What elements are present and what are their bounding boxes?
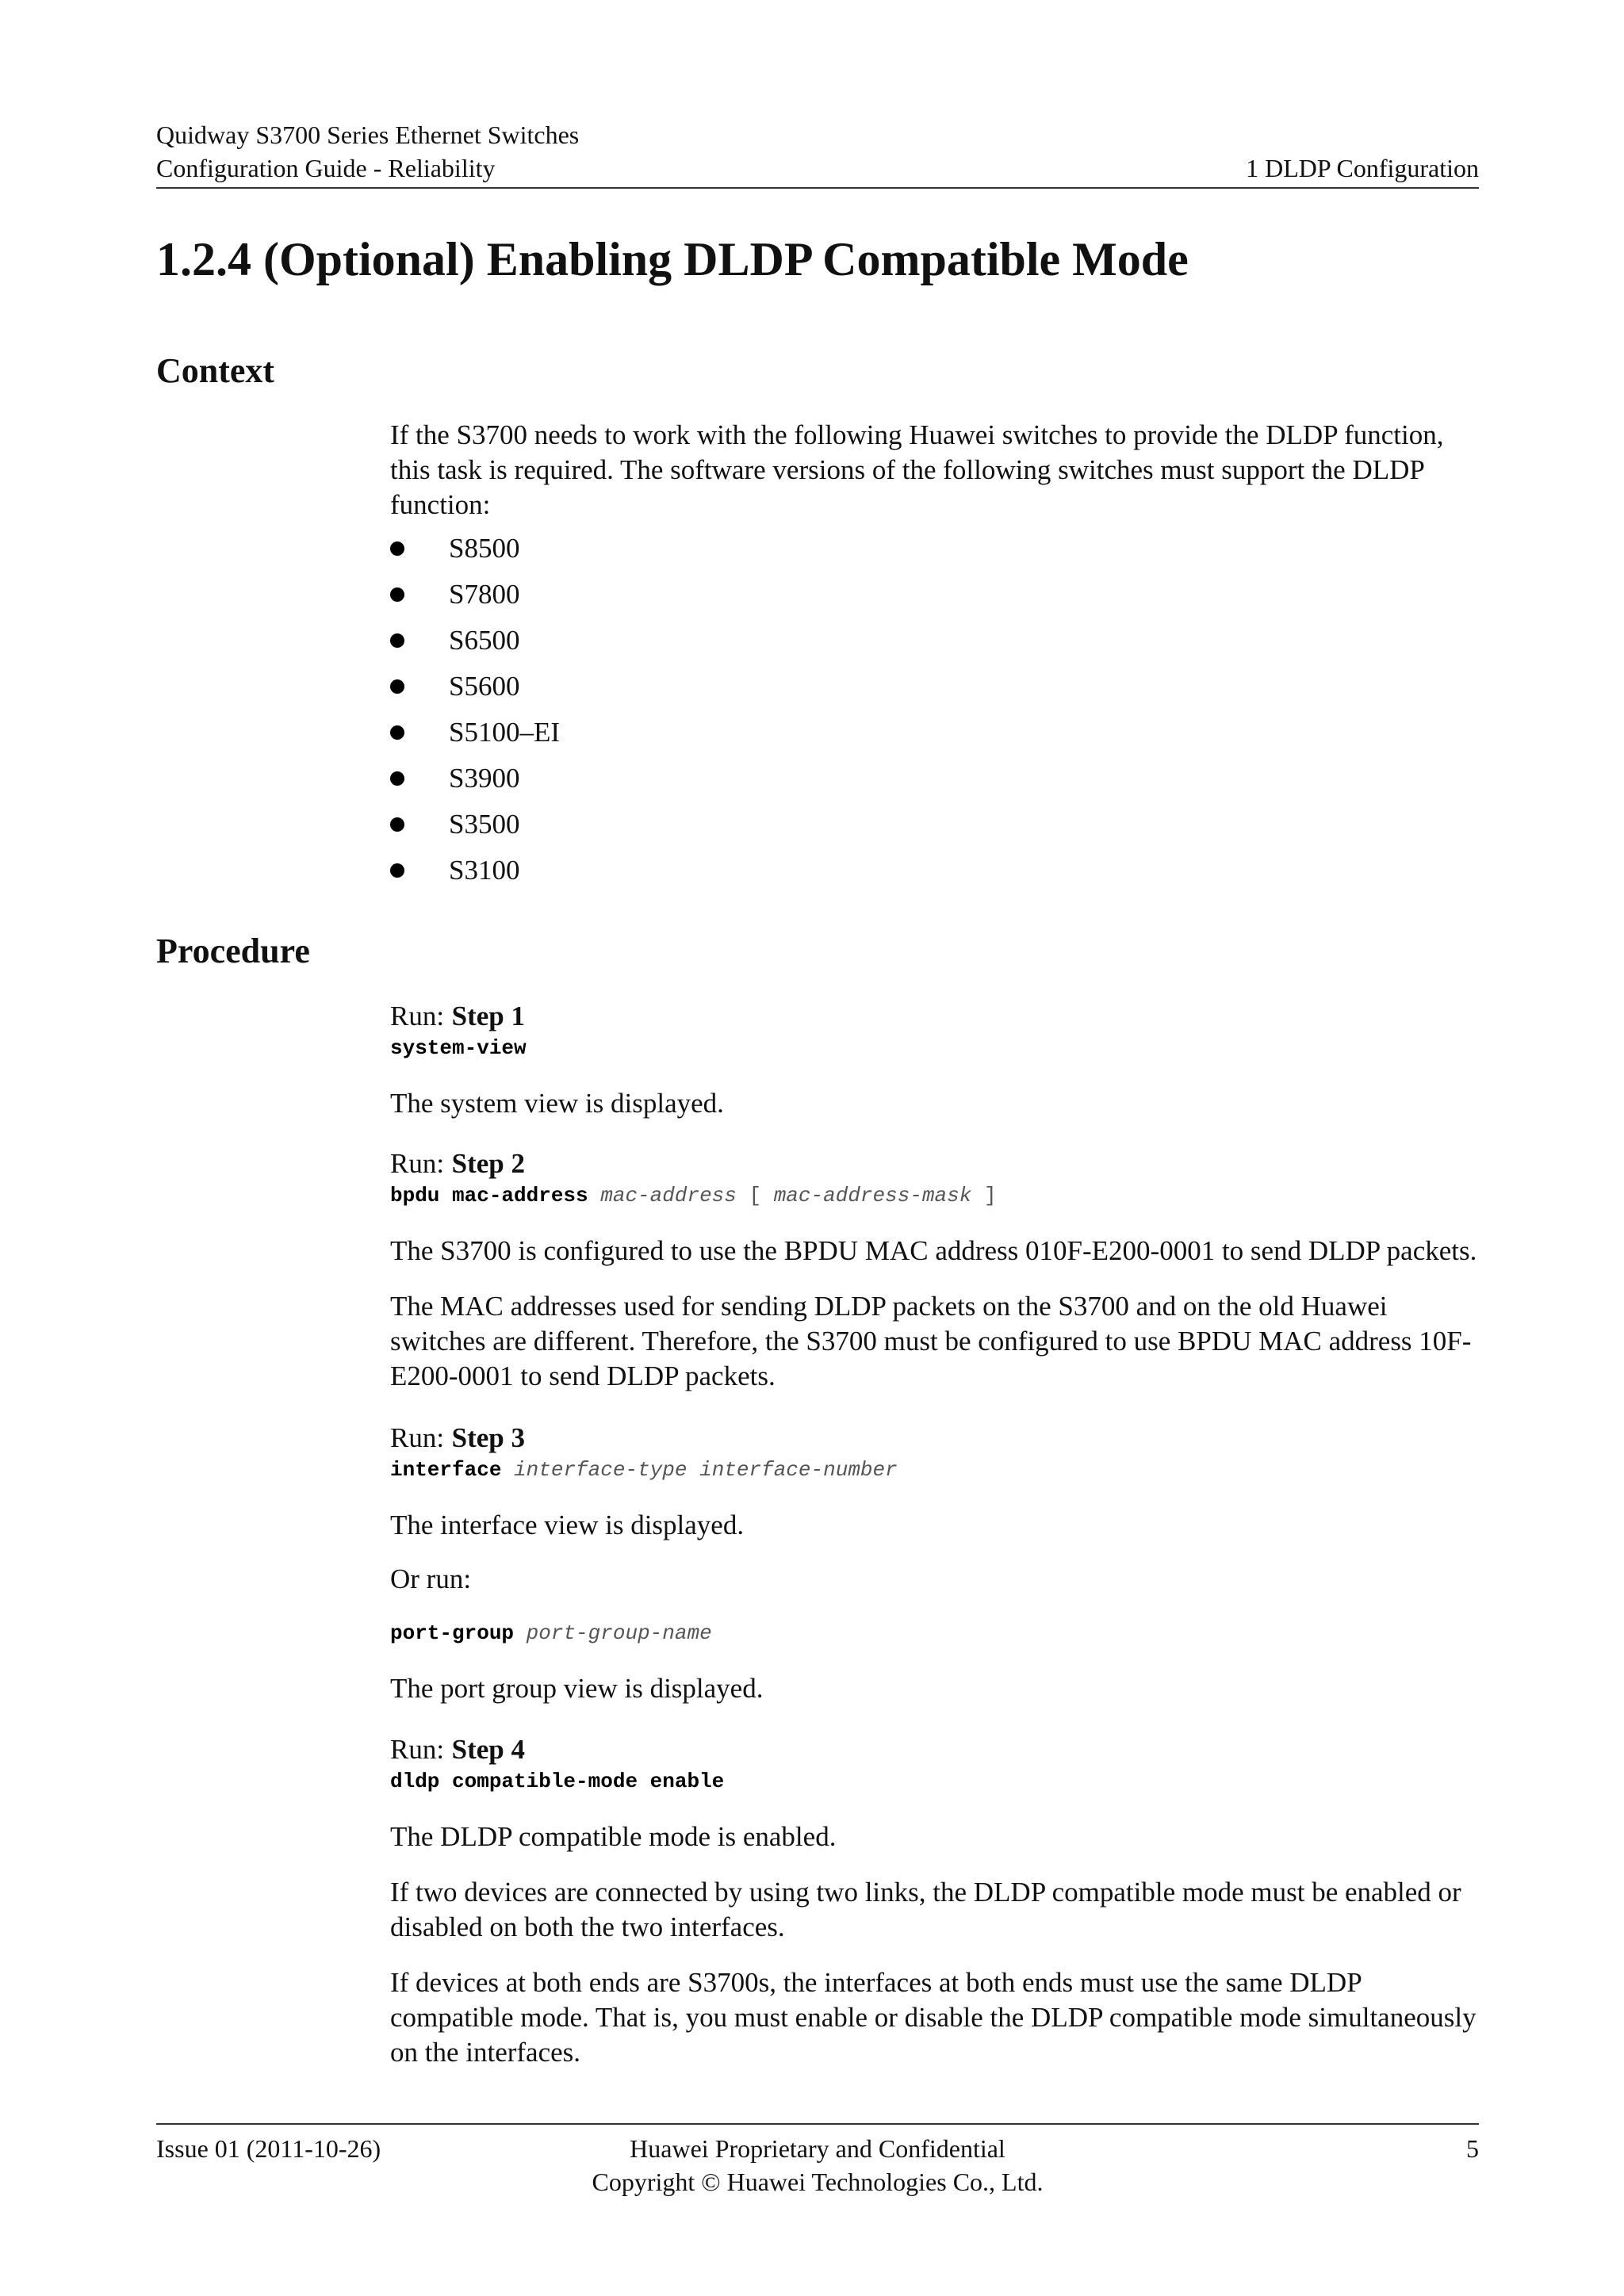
step-run: Run:	[390, 1422, 445, 1453]
bullet-icon	[390, 725, 404, 740]
command-keyword: port-group	[390, 1621, 515, 1645]
page-number: 5	[1466, 2134, 1479, 2163]
bullet-icon	[390, 863, 404, 878]
list-item: S5600	[390, 664, 560, 710]
command-text: ]	[971, 1184, 997, 1207]
step-label: Step 4	[451, 1734, 525, 1765]
footer-issue: Issue 01 (2011-10-26)	[156, 2134, 381, 2163]
command-line	[390, 1181, 997, 1210]
list-item: S5100–EI	[390, 710, 560, 756]
step-label: Step 2	[451, 1148, 525, 1179]
command-parameter: mac-address	[600, 1184, 737, 1207]
bullet-icon	[390, 771, 404, 786]
header-guide: Configuration Guide - Reliability	[156, 154, 496, 182]
command-line	[390, 1767, 724, 1796]
context-heading: Context	[156, 351, 275, 390]
step-run: Run:	[390, 1148, 445, 1179]
list-item: S3100	[390, 848, 560, 894]
command-line	[390, 1619, 712, 1647]
bullet-icon	[390, 817, 404, 832]
step-text: The MAC addresses used for sending DLDP packets on the S3700 and on the old Huawei switches are different. Therefore, the S3700 must be configured to use BPDU MAC address 10F-E200-0001 to send DLDP packets.	[390, 1291, 1472, 1391]
list-item: S7800	[390, 572, 560, 618]
header-chapter: 1 DLDP Configuration	[1246, 154, 1479, 182]
command-keyword: bpdu mac-address	[390, 1184, 588, 1207]
bullet-icon	[390, 587, 404, 602]
page-header	[156, 119, 1479, 189]
command-parameter: port-group-name	[526, 1621, 712, 1645]
step-text: The system view is displayed.	[390, 1088, 724, 1119]
step-text: If two devices are connected by using two links, the DLDP compatible mode must be enabled or disabled on both the two interfaces.	[390, 1877, 1461, 1942]
step-text: The DLDP compatible mode is enabled.	[390, 1821, 837, 1852]
list-item: S8500	[390, 526, 560, 572]
page-title: 1.2.4 (Optional) Enabling DLDP Compatible Mode	[156, 233, 1189, 285]
list-item: S3500	[390, 802, 560, 848]
switch-list	[390, 526, 560, 894]
command-line	[390, 1456, 898, 1484]
page-footer	[156, 2123, 1479, 2196]
bullet-icon	[390, 541, 404, 556]
command-text	[501, 1458, 514, 1482]
command-text: [	[736, 1184, 774, 1207]
header-product: Quidway S3700 Series Ethernet Switches	[156, 121, 580, 149]
footer-copyright: Copyright © Huawei Technologies Co., Ltd.	[592, 2168, 1044, 2196]
procedure-heading: Procedure	[156, 932, 310, 970]
list-item: S3900	[390, 756, 560, 802]
step-label: Step 1	[451, 1001, 525, 1031]
bullet-icon	[390, 679, 404, 694]
command-line	[390, 1034, 527, 1062]
command-parameter: interface-type interface-number	[514, 1458, 898, 1482]
step-text: Or run:	[390, 1563, 472, 1594]
step-text: The interface view is displayed.	[390, 1510, 745, 1540]
footer-proprietary: Huawei Proprietary and Confidential	[630, 2134, 1005, 2163]
step-run: Run:	[390, 1734, 445, 1765]
command-text	[588, 1184, 601, 1207]
step-run: Run:	[390, 1001, 445, 1031]
step-label: Step 3	[451, 1422, 525, 1453]
step-text: The port group view is displayed.	[390, 1673, 764, 1704]
command-text	[514, 1621, 527, 1645]
step-text: If devices at both ends are S3700s, the interfaces at both ends must use the same DLDP compatible mode. That is, you must enable or disable the DLDP compatible mode simultaneously on the interfaces.	[390, 1967, 1477, 2068]
context-intro: If the S3700 needs to work with the following Huawei switches to provide the DLDP function, this task is required. The software versions of the following switches must support the DLDP function:	[390, 419, 1444, 520]
step-text: The S3700 is configured to use the BPDU MAC address 010F-E200-0001 to send DLDP packets.	[390, 1235, 1477, 1266]
command-keyword: system-view	[390, 1036, 527, 1060]
bullet-icon	[390, 633, 404, 648]
command-keyword: interface	[390, 1458, 502, 1482]
list-item: S6500	[390, 618, 560, 664]
command-keyword: dldp compatible-mode enable	[390, 1770, 725, 1793]
command-parameter: mac-address-mask	[773, 1184, 972, 1207]
